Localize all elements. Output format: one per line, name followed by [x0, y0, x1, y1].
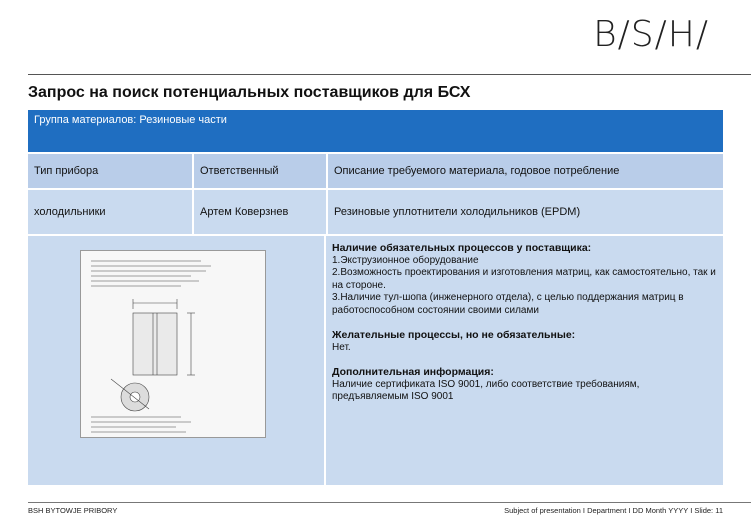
table-row — [28, 190, 723, 234]
page-title: Запрос на поиск потенциальных поставщиков для БСХ — [28, 84, 471, 101]
cell-responsible: Артем Коверзнев — [194, 190, 326, 234]
header-divider — [28, 74, 751, 75]
table-header-row — [28, 152, 723, 188]
desired-text: Нет. — [332, 341, 351, 353]
footer-divider — [28, 502, 751, 503]
extra-text: Наличие сертификата ISO 9001, либо соответствие требованиям, предъявляемым ISO 9001 — [332, 378, 640, 402]
drawing-panel — [28, 236, 324, 485]
mandatory-processes — [332, 242, 717, 317]
mandatory-item-2: 2.Возможность проектирования и изготовления матриц, как самостоятельно, так и на стороне. — [332, 267, 716, 291]
details-section — [28, 236, 723, 485]
footer-company: BSH BYTOWJE PRIBORY — [28, 506, 118, 515]
technical-drawing-image — [80, 250, 266, 438]
footer-slide-info: Subject of presentation I Department I DD Month YYYY I Slide: 11 — [504, 506, 723, 515]
mandatory-item-3: 3.Наличие тул-шопа (инженерного отдела), с целью поддержания матриц в работоспособном состоянии своими силами — [332, 292, 684, 316]
mandatory-item-1: 1.Экструзионное оборудование — [332, 254, 479, 266]
header-device-type: Тип прибора — [28, 152, 192, 188]
cell-material-description: Резиновые уплотнители холодильников (EPDM) — [328, 190, 723, 234]
desired-header: Желательные процессы, но не обязательные: — [332, 329, 576, 341]
header-material-description: Описание требуемого материала, годовое потребление — [328, 152, 723, 188]
technical-drawing-svg — [81, 251, 265, 437]
bsh-logo: B/S/H/ — [593, 14, 709, 55]
extra-header: Дополнительная информация: — [332, 366, 494, 378]
desired-processes — [332, 329, 717, 354]
header-responsible: Ответственный — [194, 152, 326, 188]
requirements-panel — [326, 236, 723, 485]
additional-info — [332, 366, 717, 404]
mandatory-header: Наличие обязательных процессов у поставщика: — [332, 242, 592, 254]
material-group-label: Группа материалов: Резиновые части — [34, 114, 227, 126]
material-group-bar — [28, 110, 723, 152]
cell-device-type: холодильники — [28, 190, 192, 234]
